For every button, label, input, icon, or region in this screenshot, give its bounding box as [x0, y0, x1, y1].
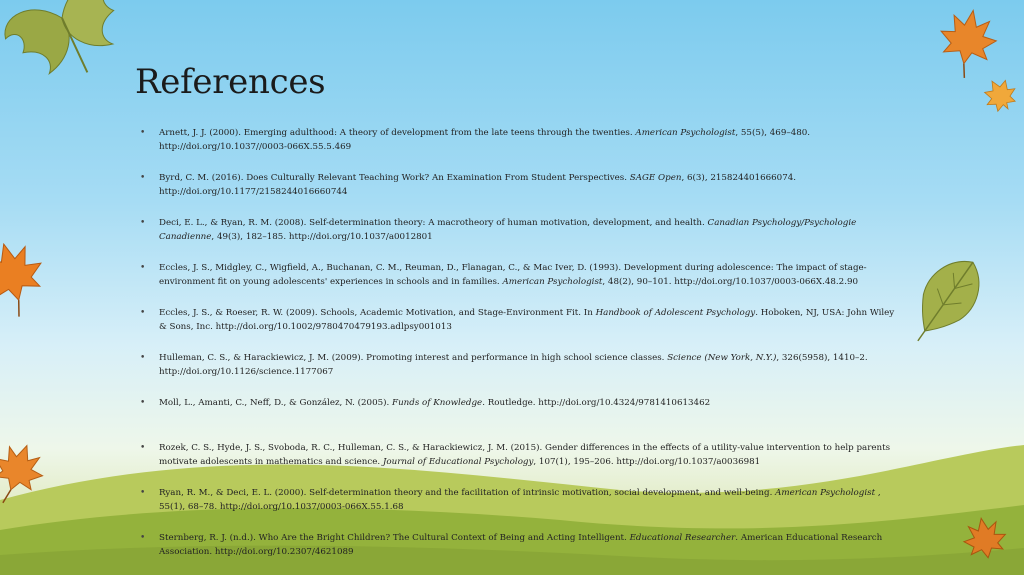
reference-details: . American Educational Research Association. http://doi.org/10.2307/4621089 [159, 533, 883, 558]
reference-text: Arnett, J. J. (2000). Emerging adulthood: A theory of development from the late teens through the twenties. [159, 128, 636, 138]
leaf-right-icon [897, 248, 993, 355]
bullet-icon: • [140, 128, 146, 138]
references-list [140, 126, 900, 575]
slide-title: References [135, 62, 326, 102]
bullet-icon: • [140, 173, 146, 183]
bullet-icon: • [140, 398, 146, 408]
bullet-icon: • [140, 533, 146, 543]
reference-text: Deci, E. L., & Ryan, R. M. (2008). Self-determination theory: A macrotheory of human motivation, development, and health. [159, 218, 708, 228]
reference-source: Handbook of Adolescent Psychology [595, 308, 756, 318]
reference-source: Educational Researcher [629, 533, 736, 543]
reference-item [140, 351, 900, 396]
reference-text: Hulleman, C. S., & Harackiewicz, J. M. (2009). Promoting interest and performance in high school science classes. [159, 353, 668, 363]
bullet-icon: • [140, 443, 146, 453]
reference-source: American Psychologist [635, 128, 736, 138]
reference-text: Sternberg, R. J. (n.d.). Who Are the Bright Children? The Cultural Context of Being and Acting Intelligent. [159, 533, 630, 543]
maple-leaf-top-right-icon [934, 6, 1001, 83]
bullet-icon: • [140, 218, 146, 228]
reference-source: American Psychologist [775, 488, 876, 498]
small-leaf-right-icon [978, 73, 1022, 117]
reference-details: , 6(3), 215824401666074. http://doi.org/10.1177/2158244016660744 [159, 173, 797, 198]
reference-item [140, 531, 900, 575]
reference-item [140, 396, 900, 441]
bullet-icon: • [140, 263, 146, 273]
reference-text: Eccles, J. S., & Roeser, R. W. (2009). Schools, Academic Motivation, and Stage-Environment Fit. In [159, 308, 596, 318]
leaf-top-left-icon [0, 0, 142, 98]
reference-item [140, 306, 900, 351]
reference-text: Byrd, C. M. (2016). Does Culturally Relevant Teaching Work? An Examination From Student Perspectives. [159, 173, 630, 183]
reference-item [140, 441, 900, 486]
reference-details: . Routledge. http://doi.org/10.4324/9781410613462 [482, 398, 711, 408]
reference-item [140, 261, 900, 306]
reference-item [140, 126, 900, 171]
reference-item [140, 216, 900, 261]
reference-details: , 107(1), 195–206. http://doi.org/10.1037/a0036981 [533, 457, 761, 468]
bullet-icon: • [140, 353, 146, 363]
reference-item [140, 171, 900, 216]
reference-details: , 48(2), 90–101. http://doi.org/10.1037/0003-066X.48.2.90 [602, 277, 859, 288]
reference-source: Canadian Psychology/Psychologie Canadienne [159, 218, 857, 243]
reference-item [140, 486, 900, 531]
reference-text: Eccles, J. S., Midgley, C., Wigfield, A., Buchanan, C. M., Reuman, D., Flanagan, C., & Mac Iver, D. (1993). Development during adolescence: The impact of stage-environment fit on young adolescents' experiences in schools and in families. [159, 263, 867, 288]
reference-details: , 55(5), 469–480. http://doi.org/10.1037//0003-066X.55.5.469 [159, 128, 811, 153]
bullet-icon: • [140, 488, 146, 498]
maple-leaf-left-icon [0, 236, 53, 324]
reference-source: American Psychologist [502, 277, 603, 288]
reference-details: . Hoboken, NJ, USA: John Wiley & Sons, Inc. http://doi.org/10.1002/9780470479193.adlpsy001013 [159, 308, 895, 333]
reference-source: Funds of Knowledge [392, 398, 483, 408]
reference-source: SAGE Open [629, 173, 682, 183]
reference-text: Ryan, R. M., & Deci, E. L. (2000). Self-determination theory and the facilitation of intrinsic motivation, social development, and well-being. [159, 488, 776, 498]
bullet-icon: • [140, 308, 146, 318]
reference-text: Moll, L., Amanti, C., Neff, D., & González, N. (2005). [159, 398, 393, 408]
reference-details: , 55(1), 68–78. http://doi.org/10.1037/0003-066X.55.1.68 [159, 488, 881, 513]
reference-details: , 326(5958), 1410–2. http://doi.org/10.1126/science.1177067 [159, 353, 868, 378]
reference-details: , 49(3), 182–185. http://doi.org/10.1037/a0012801 [211, 232, 433, 243]
reference-source: Journal of Educational Psychology [382, 457, 534, 468]
reference-source: Science (New York, N.Y.) [667, 353, 777, 363]
reference-text: Rozek, C. S., Hyde, J. S., Svoboda, R. C., Hulleman, C. S., & Harackiewicz, J. M. (2015). Gender differences in the effects of a utility-value intervention to help parents motivate adolescents in mathematics and science. [159, 443, 891, 468]
